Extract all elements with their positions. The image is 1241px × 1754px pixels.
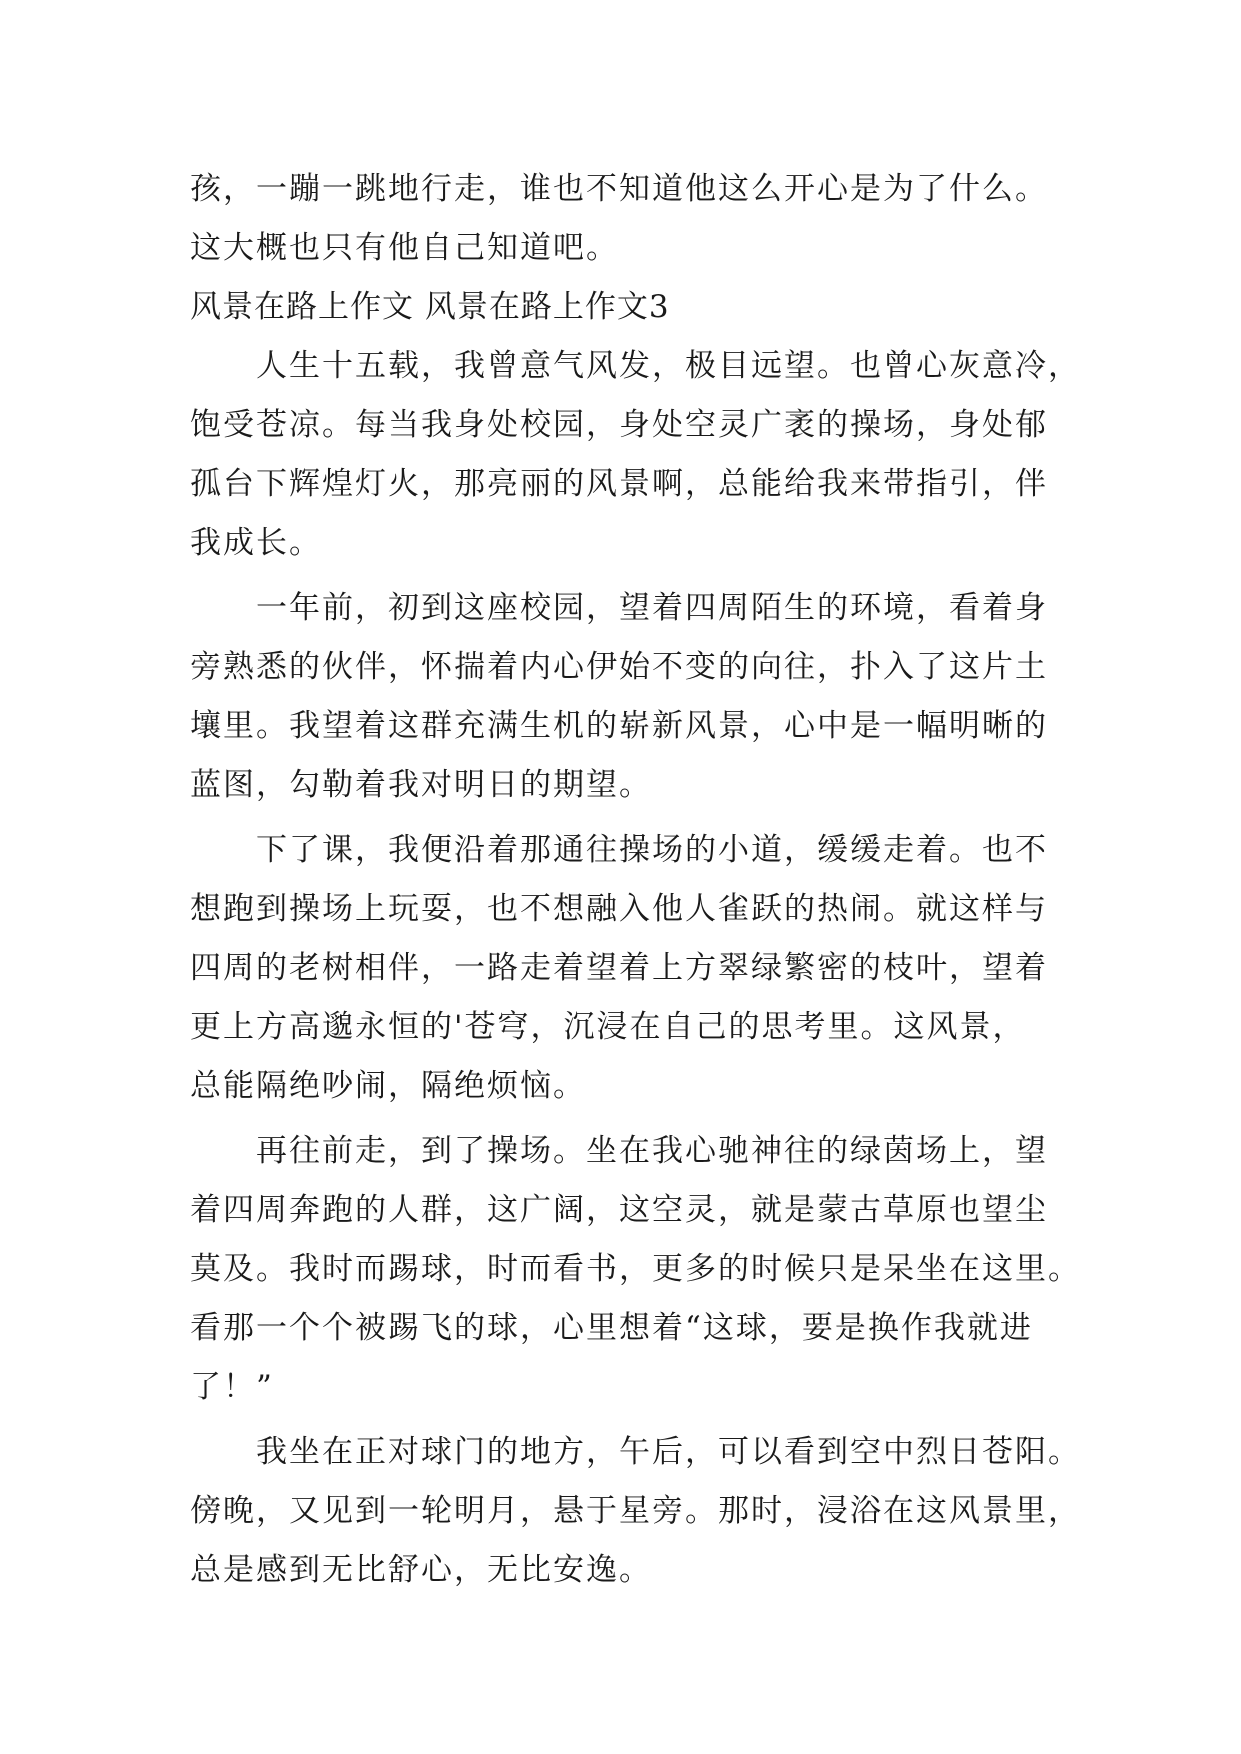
paragraph-line: 看那一个个被踢飞的球，心里想着“这球，要是换作我就进 bbox=[190, 1310, 1033, 1346]
paragraph-line: 下了课，我便沿着那通往操场的小道，缓缓走着。也不 bbox=[256, 832, 1048, 868]
paragraph-line: 再往前走，到了操场。坐在我心驰神往的绿茵场上，望 bbox=[256, 1133, 1048, 1169]
paragraph-line: 旁熟悉的伙伴，怀揣着内心伊始不变的向往，扑入了这片土 bbox=[190, 649, 1048, 685]
paragraph bbox=[190, 1122, 1081, 1417]
paragraph-line: 想跑到操场上玩耍，也不想融入他人雀跃的热闹。就这样与 bbox=[190, 891, 1048, 927]
paragraph-line: 了！” bbox=[190, 1369, 274, 1405]
paragraph-line: 总能隔绝吵闹，隔绝烦恼。 bbox=[190, 1068, 586, 1104]
paragraph bbox=[190, 821, 1070, 1116]
paragraph-line: 人生十五载，我曾意气风发，极目远望。也曾心灰意冷， bbox=[256, 348, 1081, 384]
paragraph-line: 我成长。 bbox=[190, 525, 322, 561]
paragraph-line: 我坐在正对球门的地方，午后，可以看到空中烈日苍阳。 bbox=[256, 1434, 1081, 1470]
paragraph-line: 一年前，初到这座校园，望着四周陌生的环境，看着身 bbox=[256, 590, 1048, 626]
paragraph-line: 傍晚，又见到一轮明月，悬于星旁。那时，浸浴在这风景里， bbox=[190, 1493, 1081, 1529]
document-page bbox=[190, 160, 1081, 1600]
paragraph bbox=[190, 1423, 1081, 1600]
section-heading: 风景在路上作文 风景在路上作文3 bbox=[190, 289, 670, 325]
paragraph-line: 着四周奔跑的人群，这广阔，这空灵，就是蒙古草原也望尘 bbox=[190, 1192, 1048, 1228]
paragraph-line: 孤台下辉煌灯火，那亮丽的风景啊，总能给我来带指引，伴 bbox=[190, 466, 1048, 502]
paragraph-line: 饱受苍凉。每当我身处校园，身处空灵广袤的操场，身处郁 bbox=[190, 407, 1048, 443]
intro-line: 孩，一蹦一跳地行走，谁也不知道他这么开心是为了什么。 bbox=[190, 171, 1048, 207]
paragraph-line: 莫及。我时而踢球，时而看书，更多的时候只是呆坐在这里。 bbox=[190, 1251, 1081, 1287]
paragraph-line: 蓝图，勾勒着我对明日的期望。 bbox=[190, 767, 652, 803]
paragraph-line: 更上方高邈永恒的'苍穹，沉浸在自己的思考里。这风景， bbox=[190, 1009, 1026, 1045]
paragraph-line: 总是感到无比舒心，无比安逸。 bbox=[190, 1552, 652, 1588]
paragraph-line: 四周的老树相伴，一路走着望着上方翠绿繁密的枝叶，望着 bbox=[190, 950, 1048, 986]
intro-line: 这大概也只有他自己知道吧。 bbox=[190, 230, 619, 266]
paragraph bbox=[190, 579, 1070, 815]
paragraph bbox=[190, 337, 1081, 573]
paragraph-line: 壤里。我望着这群充满生机的崭新风景，心中是一幅明晰的 bbox=[190, 708, 1048, 744]
